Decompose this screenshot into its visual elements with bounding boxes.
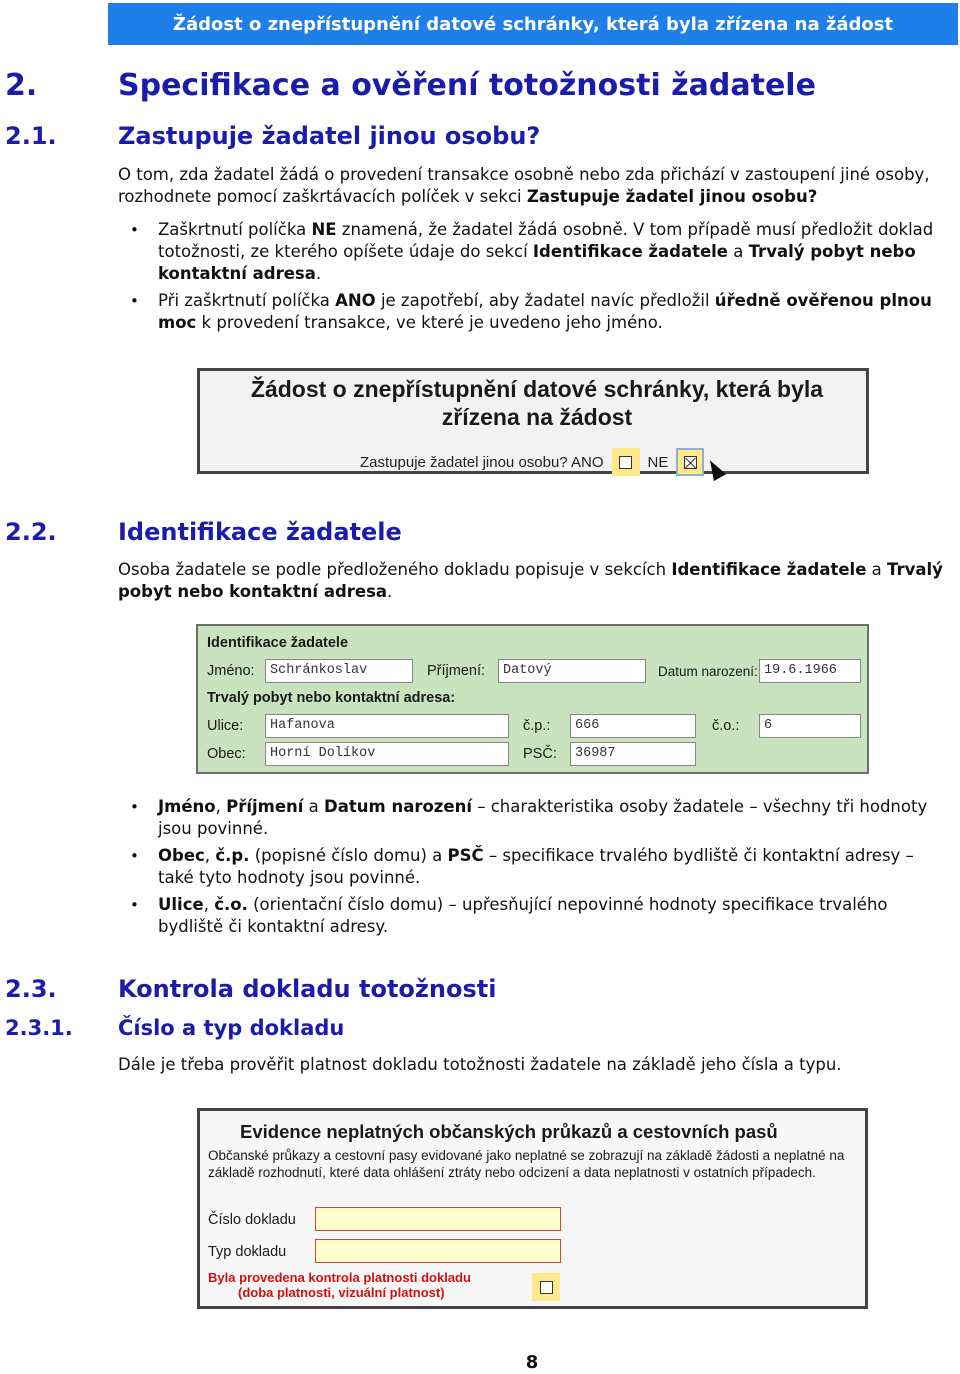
list-item: • Jméno, Příjmení a Datum narození – charakteristika osoby žadatele – všechny tři hodnoty jsou povinné. bbox=[130, 796, 950, 840]
form-screenshot-identification bbox=[196, 624, 869, 774]
section-title: Číslo a typ dokladu bbox=[118, 1016, 345, 1040]
section-number: 2.2. bbox=[5, 518, 57, 546]
cislo-label: Číslo dokladu bbox=[208, 1212, 296, 1228]
section-2-1-paragraph bbox=[118, 164, 948, 208]
section-2-2-heading bbox=[0, 518, 960, 550]
list-item: • Ulice, č.o. (orientační číslo domu) – upřesňující nepovinné hodnoty specifikace trvalého bydliště či kontaktní adresy. bbox=[130, 894, 950, 938]
section-number: 2.1. bbox=[5, 122, 57, 150]
ulice-input[interactable]: Hafanova bbox=[265, 714, 509, 738]
psc-label: PSČ: bbox=[523, 746, 557, 762]
section-2-2-paragraph: Osoba žadatele se podle předloženého dokladu popisuje v sekcích Identifikace žadatele a Trvalý pobyt nebo kontaktní adresa. bbox=[118, 560, 943, 601]
form-title: Žádost o znepřístupnění datové schránky, která byla zřízena na žádost bbox=[250, 376, 824, 430]
section-number: 2. bbox=[5, 68, 38, 103]
cp-label: č.p.: bbox=[523, 718, 551, 734]
cislo-input[interactable] bbox=[315, 1207, 561, 1231]
section-title: Kontrola dokladu totožnosti bbox=[118, 975, 497, 1003]
list-item: • Zaškrtnutí políčka NE znamená, že žadatel žádá osobně. V tom případě musí předložit doklad totožnosti, ze kterého opíšete údaje do sekcí Identifikace žadatele a Trvalý pobyt nebo kontaktní adresa. bbox=[130, 219, 950, 285]
page-number: 8 bbox=[525, 1352, 539, 1373]
jmeno-label: Jméno: bbox=[207, 663, 255, 679]
section-title: Specifikace a ověření totožnosti žadatele bbox=[118, 68, 816, 103]
obec-label: Obec: bbox=[207, 746, 246, 762]
paragraph-bold: Zastupuje žadatel jinou osobu? bbox=[526, 187, 818, 206]
datum-label: Datum narození: bbox=[658, 664, 758, 679]
ano-checkbox-wrap[interactable] bbox=[612, 448, 640, 476]
form-screenshot-represents bbox=[197, 368, 869, 474]
prijmeni-input[interactable]: Datový bbox=[498, 659, 646, 683]
datum-input[interactable]: 19.6.1966 bbox=[759, 659, 861, 683]
ano-checkbox[interactable] bbox=[619, 456, 632, 469]
section-2-3-heading bbox=[0, 975, 960, 1007]
section-2-2-bullet-list bbox=[130, 796, 950, 943]
section-2-3-1-paragraph: Dále je třeba prověřit platnost dokladu totožnosti žadatele na základě jeho čísla a typu. bbox=[118, 1055, 842, 1074]
ne-label: NE bbox=[647, 453, 669, 471]
ne-checkbox-wrap[interactable] bbox=[676, 448, 704, 476]
form-description: Občanské průkazy a cestovní pasy evidované jako neplatné se zobrazují na základě žádosti a neplatné na základě rozhodnutí, které data ohlášení ztráty nebo odcizení a data neplatnosti v ostatních případech. bbox=[208, 1148, 845, 1180]
jmeno-input[interactable]: Schránkoslav bbox=[265, 659, 413, 683]
document-header-banner: Žádost o znepřístupnění datové schránky, která byla zřízena na žádost bbox=[108, 3, 958, 45]
section-label: Trvalý pobyt nebo kontaktní adresa: bbox=[207, 690, 456, 706]
represents-question-row bbox=[360, 445, 722, 479]
co-input[interactable]: 6 bbox=[759, 714, 861, 738]
section-2-3-1-heading bbox=[0, 1016, 960, 1044]
list-item: • Při zaškrtnutí políčka ANO je zapotřebí, aby žadatel navíc předložil úředně ověřenou plnou moc k provedení transakce, ve které je uvedeno jeho jméno. bbox=[130, 290, 950, 334]
ne-checkbox[interactable] bbox=[684, 456, 697, 469]
section-number: 2.3.1. bbox=[5, 1016, 73, 1040]
typ-label: Typ dokladu bbox=[208, 1244, 287, 1260]
form-screenshot-document-check bbox=[197, 1108, 868, 1309]
co-label: č.o.: bbox=[712, 718, 740, 734]
section-title: Zastupuje žadatel jinou osobu? bbox=[118, 122, 541, 150]
section-2-1-bullet-list bbox=[130, 219, 950, 339]
obec-input[interactable]: Horní Dolíkov bbox=[265, 742, 509, 766]
form-title: Evidence neplatných občanských průkazů a cestovních pasů bbox=[240, 1121, 778, 1142]
ulice-label: Ulice: bbox=[207, 718, 244, 734]
cp-input[interactable]: 666 bbox=[570, 714, 696, 738]
validity-checkbox-wrap[interactable] bbox=[532, 1273, 560, 1301]
section-title: Identifikace žadatele bbox=[118, 518, 402, 546]
question-label: Zastupuje žadatel jinou osobu? ANO bbox=[360, 453, 604, 471]
prijmeni-label: Příjmení: bbox=[427, 663, 486, 679]
psc-input[interactable]: 36987 bbox=[570, 742, 696, 766]
section-number: 2.3. bbox=[5, 975, 57, 1003]
list-item: • Obec, č.p. (popisné číslo domu) a PSČ – specifikace trvalého bydliště či kontaktní adresy – také tyto hodnoty jsou povinné. bbox=[130, 845, 950, 889]
validity-checkbox[interactable] bbox=[540, 1281, 553, 1294]
paragraph-text: O tom, zda žadatel žádá o provedení transakce osobně nebo zda přichází v zastoupení jiné osoby, rozhodnete pomocí zaškrtávacích políček v sekci bbox=[118, 165, 930, 206]
section-2-heading bbox=[0, 68, 960, 108]
section-2-1-heading bbox=[0, 122, 960, 154]
check-label-line1: Byla provedena kontrola platnosti dokladu bbox=[208, 1270, 471, 1285]
section-label: Identifikace žadatele bbox=[207, 635, 349, 651]
check-label-line2: (doba platnosti, vizuální platnost) bbox=[238, 1285, 445, 1300]
typ-input[interactable] bbox=[315, 1239, 561, 1263]
mouse-pointer-icon bbox=[704, 457, 726, 481]
